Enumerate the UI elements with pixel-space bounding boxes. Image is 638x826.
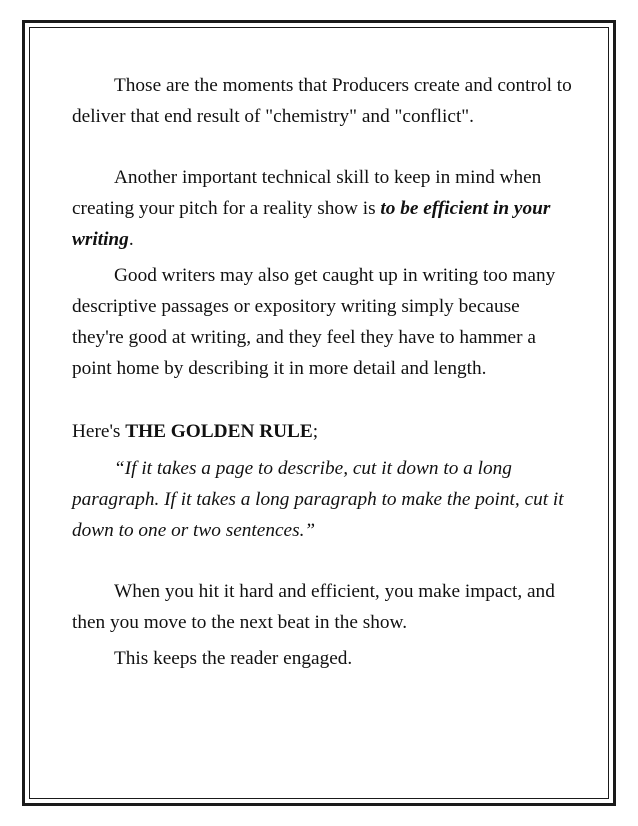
golden-rule-quote: “If it takes a page to describe, cut it down to a long paragraph. If it takes a long paragraph to make the point, cut it down to one or two sentences.” [72, 458, 564, 541]
page-content [72, 70, 572, 674]
paragraph-impact: When you hit it hard and efficient, you make impact, and then you move to the next beat in the show. [72, 581, 555, 633]
golden-rule-heading: THE GOLDEN RULE [125, 421, 313, 442]
emphasis-efficient-writing: to be efficient in your writing [72, 198, 551, 250]
paragraph-reader-engaged: This keeps the reader engaged. [114, 648, 353, 669]
golden-rule-suffix: ; [312, 421, 319, 442]
paragraph-chemistry-conflict: Those are the moments that Producers create and control to deliver that end result of "chemistry" and "conflict". [72, 75, 572, 127]
paragraph-good-writers: Good writers may also get caught up in writing too many descriptive passages or expository writing simply because they're good at writing, and they feel they have to hammer a point home by describing it in more detail and length. [72, 265, 556, 379]
paragraph-efficient-writing-text: Another important technical skill to keep in mind when creating your pitch for a reality show is [72, 167, 542, 219]
paragraph-golden-rule-intro [72, 416, 572, 447]
golden-rule-prefix: Here's [72, 421, 126, 442]
paragraph-efficient-writing [72, 162, 572, 255]
paragraph-efficient-writing-end: . [128, 229, 134, 250]
